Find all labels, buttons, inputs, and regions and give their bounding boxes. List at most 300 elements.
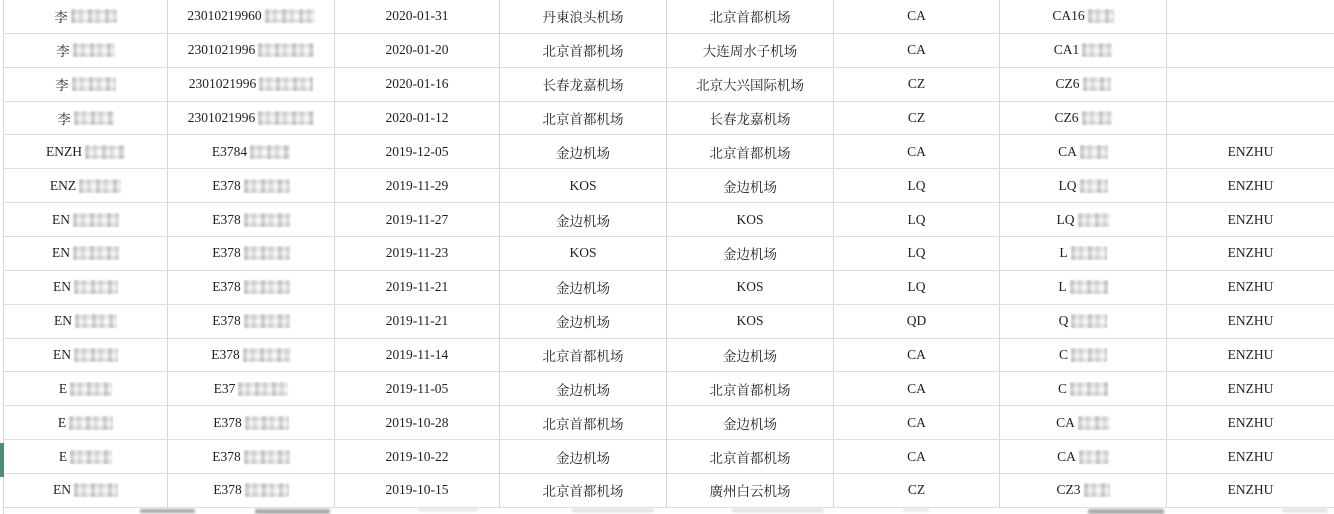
cell-passenger-en-name[interactable] [1167,339,1334,372]
flight-date-text: 2019-10-22 [385,448,449,464]
flight-number-text: CA [1056,414,1075,430]
flight-number-text: LQ [1056,211,1075,227]
flight-number-text: CZ3 [1056,482,1081,498]
passenger-name-text: EN [53,482,71,498]
redaction-mosaic [74,348,118,362]
redaction-mosaic [1079,450,1109,464]
redaction-mosaic [74,483,118,497]
document-id-text: E378 [213,414,242,430]
cell-flight-date[interactable] [335,237,500,270]
cell-flight-number[interactable] [1000,34,1167,67]
cell-departure-airport[interactable] [500,34,667,67]
arrival-airport-text: 金边机场 [723,247,777,263]
arrival-airport-text: 北京首都机场 [709,382,791,398]
next-row-text-smudge [140,509,195,513]
cell-passenger-en-name[interactable] [1167,0,1334,33]
redaction-mosaic [74,280,118,294]
cell-flight-date[interactable] [335,203,500,236]
table-row [4,34,1334,68]
cell-arrival-airport[interactable] [667,305,834,338]
row-highlight-marker [0,443,4,477]
passenger-en-name-text: ENZHU [1227,448,1274,464]
cell-departure-airport[interactable] [500,203,667,236]
airline-code-text: LQ [907,211,926,227]
redaction-mosaic [244,213,290,227]
flight-number-text: CZ6 [1055,76,1080,92]
cell-passenger-name[interactable] [4,406,168,439]
departure-airport-text: KOS [569,245,597,261]
table-row [4,406,1334,440]
airline-code-text: CA [907,143,926,159]
redaction-mosaic [243,348,291,362]
airline-code-text: QD [906,313,927,329]
redaction-mosaic [245,416,289,430]
table-row [4,440,1334,474]
cell-document-id[interactable] [168,203,335,236]
cell-arrival-airport[interactable] [667,237,834,270]
cell-departure-airport[interactable] [500,372,667,405]
redaction-mosaic [69,416,113,430]
cell-arrival-airport[interactable] [667,440,834,473]
cell-flight-number[interactable] [1000,305,1167,338]
document-id-text: E37 [213,380,236,396]
cell-airline-code[interactable] [834,34,1000,67]
table-row [4,68,1334,102]
cell-departure-airport[interactable] [500,102,667,135]
cell-flight-date[interactable] [335,474,500,507]
cell-flight-number[interactable] [1000,440,1167,473]
airline-code-text: CZ [907,110,926,125]
cell-arrival-airport[interactable] [667,102,834,135]
cell-passenger-en-name[interactable] [1167,169,1334,202]
passenger-name-text: 李 [56,44,70,60]
arrival-airport-text: 金边机场 [723,179,777,195]
airline-code-text: LQ [907,279,926,295]
flight-date-text: 2020-01-12 [385,110,449,125]
passenger-name-text: EN [53,347,71,363]
departure-airport-text: 北京首都机场 [542,112,624,127]
redaction-mosaic [1078,213,1110,227]
document-id-text: E378 [212,245,241,261]
document-id-text: E3784 [211,143,248,159]
redaction-mosaic [73,246,119,260]
passenger-name-text: 李 [54,10,68,26]
airline-code-text: CA [907,380,926,396]
table-row [4,237,1334,271]
cell-arrival-airport[interactable] [667,339,834,372]
document-id-text: E378 [212,177,241,193]
cell-flight-number[interactable] [1000,237,1167,270]
cell-flight-number[interactable] [1000,0,1167,33]
cell-flight-date[interactable] [335,440,500,473]
cell-arrival-airport[interactable] [667,0,834,33]
table-row [4,339,1334,373]
cell-document-id[interactable] [168,440,335,473]
cell-passenger-name[interactable] [4,169,168,202]
cell-departure-airport[interactable] [500,169,667,202]
cell-passenger-name[interactable] [4,339,168,372]
cell-arrival-airport[interactable] [667,474,834,507]
redaction-mosaic [1071,348,1107,362]
cell-flight-number[interactable] [1000,271,1167,304]
cell-document-id[interactable] [168,271,335,304]
flight-date-text: 2020-01-20 [385,42,449,58]
document-id-text: E378 [212,211,241,227]
cell-departure-airport[interactable] [500,271,667,304]
table-row [4,372,1334,406]
flight-date-text: 2019-11-21 [385,279,449,295]
passenger-en-name-text: ENZHU [1227,347,1274,363]
redaction-mosaic [73,213,119,227]
table-row [4,271,1334,305]
arrival-airport-text: 金边机场 [723,416,777,432]
cell-flight-date[interactable] [335,339,500,372]
passenger-name-text: EN [52,211,70,227]
cell-departure-airport[interactable] [500,339,667,372]
arrival-airport-text: 北京首都机场 [709,10,791,26]
document-id-text: E378 [212,448,241,464]
cell-flight-date[interactable] [335,102,500,135]
table-row [4,305,1334,339]
flight-date-text: 2020-01-16 [385,76,449,92]
departure-airport-text: 金边机场 [556,145,610,161]
arrival-airport-text: KOS [736,211,764,227]
cell-passenger-en-name[interactable] [1167,135,1334,168]
redaction-mosaic [250,145,290,159]
cell-departure-airport[interactable] [500,406,667,439]
cell-document-id[interactable] [168,135,335,168]
cell-passenger-name[interactable] [4,474,168,507]
arrival-airport-text: KOS [736,313,764,329]
flight-date-text: 2019-11-27 [385,211,449,227]
arrival-airport-text: 廣州白云机场 [709,484,791,500]
arrival-airport-text: 北京首都机场 [709,145,791,161]
cell-flight-date[interactable] [335,406,500,439]
cell-document-id[interactable] [168,474,335,507]
cell-departure-airport[interactable] [500,474,667,507]
redaction-mosaic [259,77,313,91]
flight-number-text: L [1059,245,1068,261]
cell-arrival-airport[interactable] [667,135,834,168]
departure-airport-text: 金边机场 [556,213,610,229]
redaction-mosaic [75,314,117,328]
redaction-mosaic [244,280,290,294]
cell-flight-number[interactable] [1000,169,1167,202]
table-row [4,135,1334,169]
redaction-mosaic [1088,9,1114,23]
document-id-text: E378 [212,279,241,295]
cell-airline-code[interactable] [834,135,1000,168]
cell-departure-airport[interactable] [500,68,667,101]
cell-flight-number[interactable] [1000,406,1167,439]
table-row [4,0,1334,34]
document-id-text: E378 [211,347,240,363]
cell-arrival-airport[interactable] [667,372,834,405]
next-row-text-smudge [732,509,824,512]
departure-airport-text: 金边机场 [556,315,610,331]
cell-flight-number[interactable] [1000,135,1167,168]
airline-code-text: CA [907,414,926,430]
cell-flight-number[interactable] [1000,339,1167,372]
passenger-name-text: EN [53,279,71,295]
leftmost-column-sliver [0,0,4,514]
airline-code-text: CA [907,8,926,24]
cell-flight-number[interactable] [1000,203,1167,236]
cell-airline-code[interactable] [834,305,1000,338]
flight-date-text: 2019-10-28 [385,414,449,430]
cell-airline-code[interactable] [834,474,1000,507]
cell-airline-code[interactable] [834,372,1000,405]
passenger-en-name-text: ENZHU [1227,211,1274,227]
cell-departure-airport[interactable] [500,0,667,33]
cell-document-id[interactable] [168,339,335,372]
cell-arrival-airport[interactable] [667,203,834,236]
passenger-name-text: EN [54,313,72,329]
cell-passenger-name[interactable] [4,305,168,338]
redaction-mosaic [258,111,314,125]
cell-passenger-en-name[interactable] [1167,305,1334,338]
cell-passenger-en-name[interactable] [1167,68,1334,101]
cell-airline-code[interactable] [834,237,1000,270]
redaction-mosaic [1080,179,1108,193]
airline-code-text: LQ [907,177,926,193]
cell-document-id[interactable] [168,34,335,67]
cell-arrival-airport[interactable] [667,34,834,67]
passenger-name-text: ENZH [46,143,82,159]
cell-flight-date[interactable] [335,169,500,202]
table-row [4,203,1334,237]
document-id-text: 23010219960 [187,8,262,24]
cell-departure-airport[interactable] [500,440,667,473]
airline-code-text: CA [907,42,926,58]
flight-number-text: CA1 [1053,42,1080,58]
cell-document-id[interactable] [168,237,335,270]
flight-date-text: 2019-12-05 [385,143,449,159]
passenger-name-text: 李 [57,112,71,127]
airline-code-text: CA [907,448,926,464]
next-row-text-smudge [255,509,330,514]
cell-flight-number[interactable] [1000,372,1167,405]
departure-airport-text: KOS [569,177,597,193]
airline-code-text: CA [907,347,926,363]
passenger-en-name-text: ENZHU [1227,414,1274,430]
redaction-mosaic [245,483,289,497]
cell-passenger-en-name[interactable] [1167,406,1334,439]
redaction-mosaic [70,382,112,396]
cell-passenger-name[interactable] [4,271,168,304]
departure-airport-text: 金边机场 [556,450,610,466]
next-row-text-smudge [572,509,654,512]
arrival-airport-text: 大连周水子机场 [702,44,798,60]
redaction-mosaic [1082,43,1112,57]
cell-flight-date[interactable] [335,0,500,33]
flight-date-text: 2019-11-05 [385,380,449,396]
passenger-en-name-text: ENZHU [1227,143,1274,159]
document-id-text: 2301021996 [187,42,256,58]
cell-passenger-en-name[interactable] [1167,271,1334,304]
cell-document-id[interactable] [168,305,335,338]
flight-number-text: CZ6 [1054,110,1079,125]
redaction-mosaic [1082,111,1112,125]
redaction-mosaic [73,43,115,57]
cell-arrival-airport[interactable] [667,169,834,202]
redaction-mosaic [1078,416,1110,430]
passenger-name-text: ENZ [49,177,77,193]
cell-passenger-en-name[interactable] [1167,237,1334,270]
cell-document-id[interactable] [168,169,335,202]
departure-airport-text: 丹東浪头机场 [542,10,624,26]
redaction-mosaic [74,111,114,125]
flight-records-table [4,0,1334,514]
redaction-mosaic [1083,77,1111,91]
passenger-name-text: 李 [55,78,69,94]
cell-flight-date[interactable] [335,68,500,101]
next-row-text-smudge [1282,509,1328,512]
document-id-text: 2301021996 [187,110,256,125]
cell-flight-number[interactable] [1000,474,1167,507]
cell-passenger-en-name[interactable] [1167,203,1334,236]
flight-number-text: CA16 [1052,8,1085,24]
arrival-airport-text: 长春龙嘉机场 [709,112,791,127]
departure-airport-text: 北京首都机场 [542,349,624,365]
airline-code-text: CZ [907,76,926,92]
redaction-mosaic [238,382,288,396]
arrival-airport-text: 金边机场 [723,349,777,365]
cell-passenger-en-name[interactable] [1167,474,1334,507]
passenger-en-name-text: ENZHU [1227,313,1274,329]
flight-number-text: CA [1058,143,1077,159]
passenger-en-name-text: ENZHU [1227,245,1274,261]
cell-airline-code[interactable] [834,169,1000,202]
cell-airline-code[interactable] [834,440,1000,473]
redaction-mosaic [1080,145,1108,159]
flight-date-text: 2019-11-29 [385,177,449,193]
cell-document-id[interactable] [168,102,335,135]
cell-passenger-en-name[interactable] [1167,102,1334,135]
airline-code-text: CZ [907,482,926,498]
cell-arrival-airport[interactable] [667,406,834,439]
cell-passenger-en-name[interactable] [1167,440,1334,473]
redaction-mosaic [70,450,112,464]
departure-airport-text: 长春龙嘉机场 [542,78,624,94]
redaction-mosaic [1070,382,1108,396]
next-row-text-smudge [418,509,478,511]
redaction-mosaic [258,43,314,57]
flight-date-text: 2020-01-31 [385,8,449,24]
cell-passenger-name[interactable] [4,34,168,67]
redaction-mosaic [79,179,121,193]
passenger-name-text: EN [52,245,70,261]
departure-airport-text: 北京首都机场 [542,484,624,500]
passenger-name-text: E [58,448,68,464]
cell-passenger-name[interactable] [4,102,168,135]
cell-departure-airport[interactable] [500,135,667,168]
flight-number-text: C [1057,380,1067,396]
cell-airline-code[interactable] [834,339,1000,372]
passenger-en-name-text: ENZHU [1227,482,1274,498]
flight-date-text: 2019-11-23 [385,245,449,261]
redaction-mosaic [71,9,117,23]
cell-passenger-name[interactable] [4,440,168,473]
arrival-airport-text: 北京首都机场 [709,450,791,466]
cell-airline-code[interactable] [834,203,1000,236]
cell-flight-date[interactable] [335,372,500,405]
cell-passenger-name[interactable] [4,372,168,405]
table-row [4,474,1334,508]
cell-airline-code[interactable] [834,406,1000,439]
cell-passenger-en-name[interactable] [1167,34,1334,67]
next-row-text-smudge [1088,509,1164,514]
cell-airline-code[interactable] [834,0,1000,33]
redaction-mosaic [1084,483,1110,497]
airline-code-text: LQ [907,245,926,261]
passenger-name-text: E [57,414,67,430]
cell-passenger-en-name[interactable] [1167,372,1334,405]
document-id-text: E378 [212,313,241,329]
cell-flight-date[interactable] [335,135,500,168]
cell-document-id[interactable] [168,68,335,101]
cell-airline-code[interactable] [834,102,1000,135]
cell-departure-airport[interactable] [500,305,667,338]
redaction-mosaic [1070,280,1108,294]
flight-number-text: L [1058,279,1067,295]
cell-passenger-name[interactable] [4,68,168,101]
next-row-text-smudge [903,509,929,511]
table-row [4,169,1334,203]
table-row [4,102,1334,136]
cell-airline-code[interactable] [834,68,1000,101]
cell-flight-number[interactable] [1000,102,1167,135]
cell-arrival-airport[interactable] [667,68,834,101]
flight-number-text: C [1058,347,1068,363]
redaction-mosaic [72,77,116,91]
passenger-en-name-text: ENZHU [1227,177,1274,193]
cell-document-id[interactable] [168,0,335,33]
cell-departure-airport[interactable] [500,237,667,270]
cell-airline-code[interactable] [834,271,1000,304]
cell-arrival-airport[interactable] [667,271,834,304]
cell-document-id[interactable] [168,406,335,439]
document-id-text: E378 [213,482,242,498]
document-id-text: 2301021996 [188,76,257,92]
cell-document-id[interactable] [168,372,335,405]
cell-passenger-name[interactable] [4,0,168,33]
flight-date-text: 2019-11-21 [385,313,449,329]
redaction-mosaic [244,246,290,260]
cell-passenger-name[interactable] [4,203,168,236]
cell-passenger-name[interactable] [4,237,168,270]
passenger-en-name-text: ENZHU [1227,279,1274,295]
cell-flight-date[interactable] [335,34,500,67]
departure-airport-text: 北京首都机场 [542,44,624,60]
flight-date-text: 2019-11-14 [385,347,449,363]
redaction-mosaic [244,314,290,328]
cell-flight-date[interactable] [335,271,500,304]
cell-flight-date[interactable] [335,305,500,338]
flight-number-text: LQ [1058,177,1077,193]
passenger-en-name-text: ENZHU [1227,380,1274,396]
cell-flight-number[interactable] [1000,68,1167,101]
cell-passenger-name[interactable] [4,135,168,168]
departure-airport-text: 北京首都机场 [542,416,624,432]
redaction-mosaic [244,179,290,193]
departure-airport-text: 金边机场 [556,382,610,398]
flight-date-text: 2019-10-15 [385,482,449,498]
redaction-mosaic [85,145,125,159]
departure-airport-text: 金边机场 [556,281,610,297]
partial-next-row [4,508,1334,514]
redaction-mosaic [1071,246,1107,260]
